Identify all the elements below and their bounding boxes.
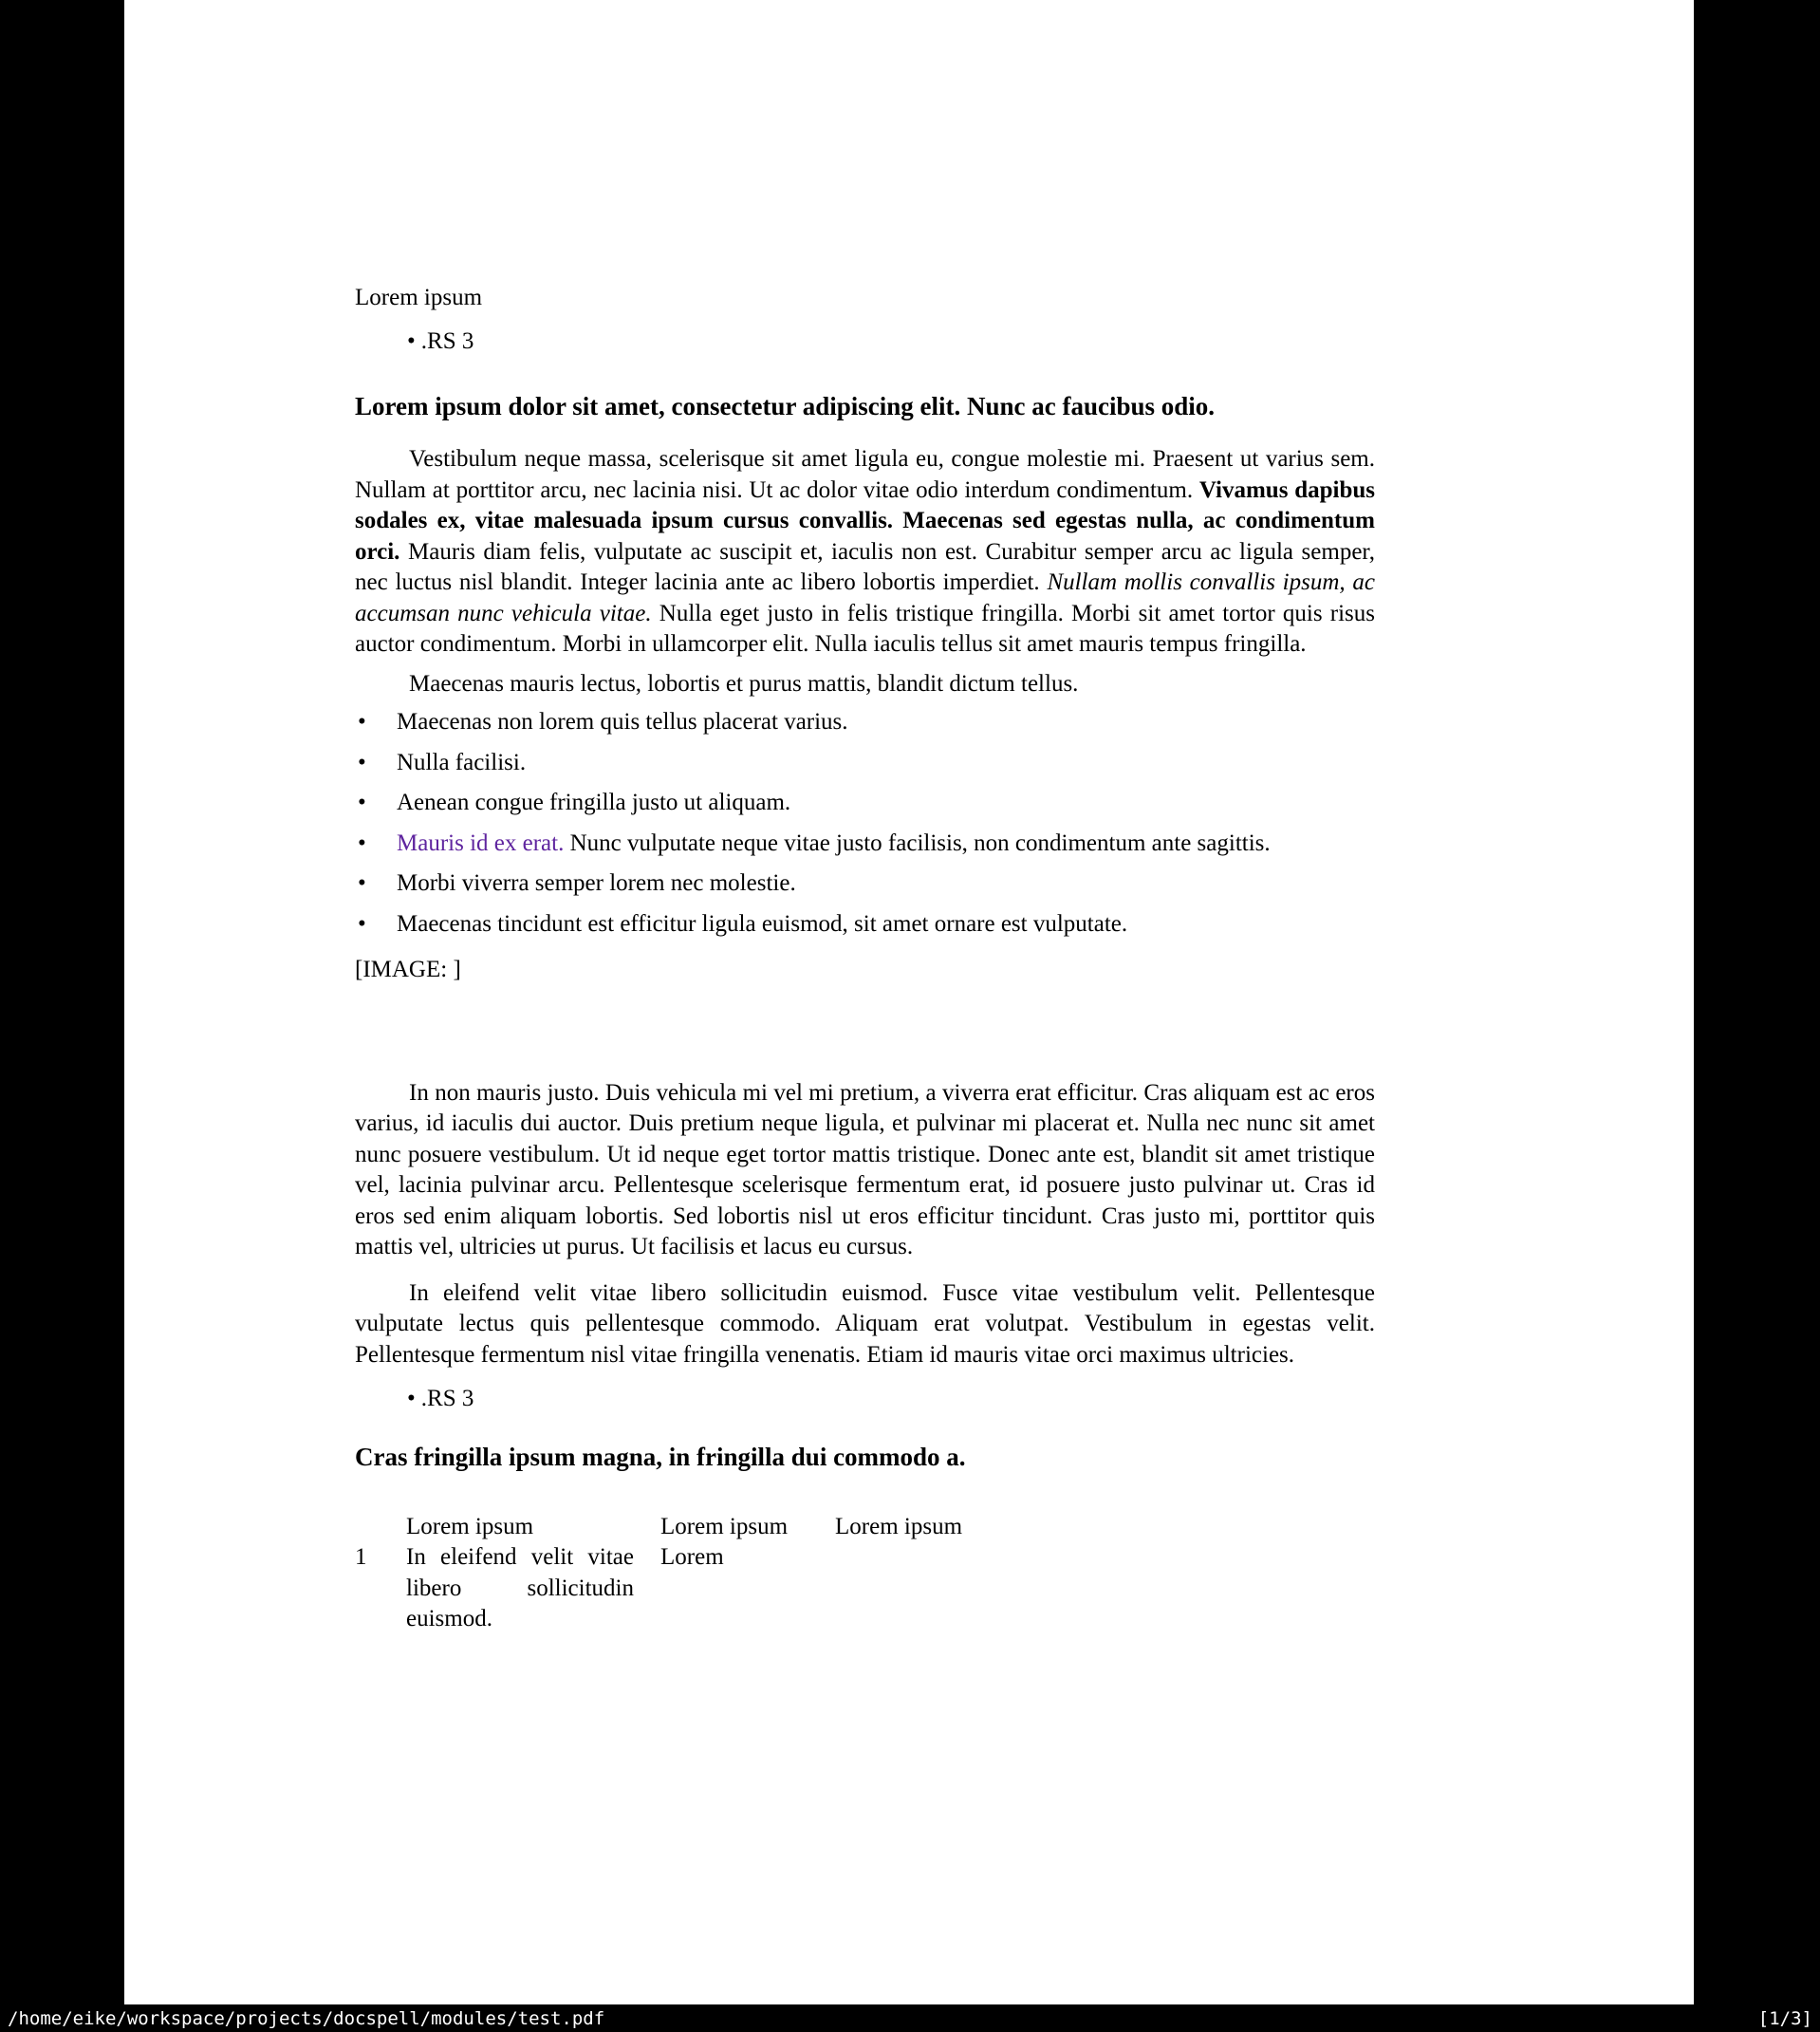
rs-directive-label: .RS 3	[420, 1386, 474, 1411]
bullet-icon: •	[358, 910, 366, 937]
bullet-icon: •	[407, 327, 416, 354]
text-run: Maecenas non lorem quis tellus placerat varius.	[397, 709, 848, 735]
text-link[interactable]: Mauris id ex erat.	[397, 830, 565, 856]
paragraph-1	[355, 444, 1375, 661]
text-run: Morbi viverra semper lorem nec molestie.	[397, 870, 796, 896]
text-run: Mauris diam felis, vulputate ac suscipit et, iaculis non est. Curabitur semper arcu ac ligula semper, nec luctus nisl blandit. Integer lacinia ante ac libero lobortis imperdiet.	[355, 538, 1375, 595]
bullet-icon: •	[358, 830, 366, 856]
bullet-icon: •	[358, 749, 366, 775]
data-table	[355, 1512, 1375, 1635]
table-row-number: 1	[355, 1544, 367, 1570]
table-cell	[835, 1542, 1375, 1635]
table-cell: In eleifend velit vitae libero sollicitudin euismod.	[406, 1544, 634, 1631]
list-item	[355, 788, 1375, 819]
statusbar-file-path: /home/eike/workspace/projects/docspell/modules/test.pdf	[8, 2007, 605, 2029]
rs-directive-label: .RS 3	[420, 327, 474, 354]
list-item-text	[397, 911, 1127, 937]
list-item	[355, 829, 1375, 860]
paragraph-4: In eleifend velit vitae libero sollicitudin euismod. Fusce vitae vestibulum velit. Pellentesque vulputate lectus quis pellentesque commodo. Aliquam erat volutpat. Vestibulum in egestas velit. Pellentesque fermentum nisl vitae fringilla venenatis. Etiam id mauris vitae orci maximus ultricies.	[355, 1279, 1375, 1368]
document-content	[355, 283, 1375, 1635]
list-item-text	[397, 870, 796, 896]
list-item-text	[397, 790, 790, 815]
section-heading-1: Lorem ipsum dolor sit amet, consectetur adipiscing elit. Nunc ac faucibus odio.	[355, 392, 1216, 420]
text-run: Vestibulum neque massa, scelerisque sit amet ligula eu, congue molestie mi. Praesent ut varius sem. Nullam at porttitor arcu, nec lacinia nisi. Ut ac dolor vitae odio interdum condimentum.	[355, 446, 1375, 503]
bullet-icon: •	[358, 709, 366, 735]
bullet-icon: •	[358, 870, 366, 896]
text-run: Aenean congue fringilla justo ut aliquam.	[397, 790, 791, 815]
bullet-icon: •	[407, 1386, 416, 1411]
text-run: Nunc vulputate neque vitae justo facilisis, non condimentum ante sagittis.	[564, 830, 1271, 856]
statusbar-page-indicator: [1/3]	[1757, 2007, 1812, 2029]
table-header-cell: Lorem ipsum	[406, 1513, 534, 1539]
list-item-text	[397, 750, 526, 775]
rs-directive-item-2	[355, 1384, 1375, 1415]
list-item	[355, 909, 1375, 941]
list-item	[355, 748, 1375, 779]
paragraph-3: In non mauris justo. Duis vehicula mi vel mi pretium, a viverra erat efficitur. Cras aliquam est ac eros varius, id iaculis dui auctor. Duis pretium neque ligula, et pulvinar mi placerat et. Nulla nec nunc sit amet nunc posuere vestibulum. Ut id neque eget tortor mattis tristique. Donec ante est, blandit sit amet tristique vel, lacinia pulvinar arcu. Pellentesque scelerisque fermentum erat, id posuere justo pulvinar ut. Cras id eros sed enim aliquam lobortis. Sed lobortis nisl ut eros efficitur tincidunt. Cras justo mi, porttitor quis mattis vel, ultricies ut purus. Ut facilisis et lacus eu cursus.	[355, 1079, 1375, 1259]
section-heading-2: Cras fringilla ipsum magna, in fringilla dui commodo a.	[355, 1442, 966, 1471]
image-placeholder: [IMAGE: ]	[355, 957, 461, 982]
text-run: Nulla eget justo in felis tristique fringilla. Morbi sit amet tortor quis risus auctor condimentum. Morbi in ullamcorper elit. Nulla iaculis tellus sit amet mauris tempus fringilla.	[355, 600, 1375, 657]
table-cell: Lorem	[660, 1544, 724, 1570]
bullet-icon: •	[358, 790, 366, 815]
statusbar	[0, 2004, 1820, 2032]
list-item	[355, 868, 1375, 900]
document-page	[124, 0, 1694, 2004]
text-run: Maecenas tincidunt est efficitur ligula euismod, sit amet ornare est vulputate.	[397, 910, 1128, 937]
text-run: Nullam mollis convallis ipsum, ac accumsan nunc vehicula vitae.	[355, 569, 1376, 626]
table-header-cell: Lorem ipsum	[660, 1513, 789, 1539]
bullet-list	[355, 707, 1375, 940]
intro-line: Lorem ipsum	[355, 285, 483, 310]
paragraph-2: Maecenas mauris lectus, lobortis et purus mattis, blandit dictum tellus.	[409, 670, 1079, 697]
list-item	[355, 707, 1375, 738]
list-item-text	[397, 830, 1271, 856]
table-header-cell: Lorem ipsum	[835, 1513, 963, 1539]
table-header-cell	[355, 1512, 406, 1543]
text-run: Vivamus dapibus sodales ex, vitae malesuada ipsum cursus convallis. Maecenas sed egestas nulla, ac condimentum orci.	[355, 476, 1375, 565]
list-item-text	[397, 709, 848, 735]
text-run: Nulla facilisi.	[397, 749, 527, 775]
rs-directive-item-1	[355, 326, 1375, 358]
